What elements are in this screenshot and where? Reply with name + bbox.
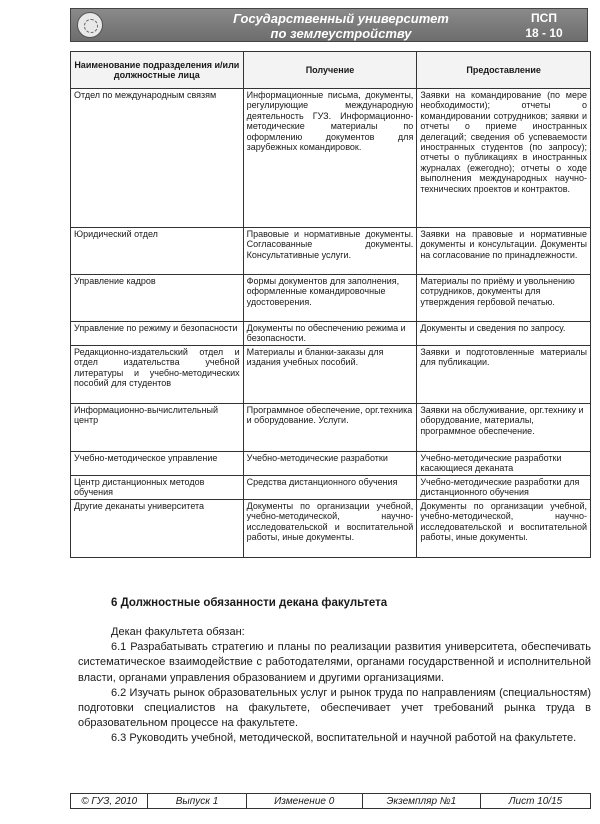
interaction-table [70, 51, 591, 558]
row-unit: Центр дистанционных методов обучения [71, 476, 244, 500]
row-provide: Документы по организации учебной, учебно-методической, научно-исследовательской и воспитательной работы, иные документы. [417, 499, 591, 557]
section-body [78, 625, 591, 747]
table-row [71, 322, 591, 346]
row-provide: Заявки на командирование (по мере необходимости); отчеты о командировании сотрудников; заявки и отчеты о приеме иностранных делегаций; сведения об успеваемости иностранных студентов (по запросу); отчеты о публикациях в иностранных журналах (ежегодно); отчеты о ходе выполнения международных научно-технических проектов и контрактов. [417, 89, 591, 228]
row-provide: Заявки на обслуживание, орг.технику и оборудование, материалы, программное обеспечение. [417, 404, 591, 452]
row-receive: Правовые и нормативные документы. Согласованные документы. Консультативные услуги. [243, 228, 417, 275]
document-code-line1: ПСП [531, 11, 557, 25]
row-provide: Материалы по приёму и увольнению сотрудников, документы для утверждения гербовой печатью. [417, 275, 591, 322]
row-receive: Документы по организации учебной, учебно-методической, научно-исследовательской и воспитательной работы, иные документы. [243, 499, 417, 557]
header-title [191, 11, 491, 41]
footer-issue: Выпуск 1 [148, 794, 246, 808]
header-title-line1: Государственный университет [233, 11, 449, 26]
row-receive: Программное обеспечение, орг.техника и оборудование. Услуги. [243, 404, 417, 452]
footer-sheet: Лист 10/15 [508, 795, 563, 807]
table-header-row [71, 52, 591, 89]
table-row [71, 499, 591, 557]
table-row [71, 346, 591, 404]
row-receive: Информационные письма, документы, регулирующие международную деятельность ГУЗ. Информационно-методические материалы по оформлению документов для зарубежных командировок. [243, 89, 417, 228]
row-receive: Учебно-методические разработки [243, 452, 417, 476]
column-header-unit: Наименование подразделения и/или должностные лица [71, 52, 244, 89]
header-title-line2: по землеустройству [270, 26, 412, 41]
paragraph-6-2: 6.2 Изучать рынок образовательных услуг и рынок труда по направлениям (специальностям) подготовки специалистов на факультете, обеспечивает учет требований рынка труда в образовательном процессе на факультете. [78, 686, 591, 730]
row-provide: Документы и сведения по запросу. [417, 322, 591, 346]
row-provide: Учебно-методические разработки касающиеся деканата [417, 452, 591, 476]
column-header-provide: Предоставление [417, 52, 591, 89]
table-row [71, 452, 591, 476]
section-heading: 6 Должностные обязанности декана факультета [111, 597, 388, 609]
document-code [509, 11, 579, 41]
row-unit: Юридический отдел [71, 228, 244, 275]
row-unit: Редакционно-издательский отдел и отдел издательства учебной литературы и учебно-методических пособий для студентов [71, 346, 244, 404]
paragraph-6-1: 6.1 Разрабатывать стратегию и планы по реализации развития университета, обеспечивать систематическое взаимодействие с работодателями, органами государственной и исполнительной власти, органами управления образованием и другими организациями. [78, 641, 591, 684]
row-receive: Средства дистанционного обучения [243, 476, 417, 500]
row-provide: Заявки и подготовленные материалы для публикации. [417, 346, 591, 404]
university-emblem-icon [77, 12, 103, 38]
footer-copy-number: Экземпляр №1 [363, 794, 481, 808]
column-header-receive: Получение [243, 52, 417, 89]
document-header [70, 8, 588, 42]
row-receive: Формы документов для заполнения, оформленные командировочные удостоверения. [243, 275, 417, 322]
document-footer [70, 793, 591, 809]
row-unit: Другие деканаты университета [71, 499, 244, 557]
row-unit: Информационно-вычислительный центр [71, 404, 244, 452]
row-unit: Отдел по международным связям [71, 89, 244, 228]
row-receive: Материалы и бланки-заказы для издания учебных пособий. [243, 346, 417, 404]
footer-change: Изменение 0 [247, 794, 363, 808]
footer-copyright: © ГУЗ, 2010 [71, 794, 148, 808]
row-provide: Заявки на правовые и нормативные документы и консультации. Документы на согласование по принадлежности. [417, 228, 591, 275]
table-row [71, 89, 591, 228]
row-unit: Управление кадров [71, 275, 244, 322]
table-row [71, 228, 591, 275]
row-receive: Документы по обеспечению режима и безопасности. [243, 322, 417, 346]
table-row [71, 275, 591, 322]
paragraph-6-3: 6.3 Руководить учебной, методической, воспитательной и научной работой на факультете. [111, 732, 577, 745]
row-provide: Учебно-методические разработки для дистанционного обучения [417, 476, 591, 500]
row-unit: Управление по режиму и безопасности [71, 322, 244, 346]
table-row [71, 476, 591, 500]
document-code-line2: 18 - 10 [525, 26, 563, 40]
section-intro: Декан факультета обязан: [111, 626, 245, 638]
table-row [71, 404, 591, 452]
row-unit: Учебно-методическое управление [71, 452, 244, 476]
